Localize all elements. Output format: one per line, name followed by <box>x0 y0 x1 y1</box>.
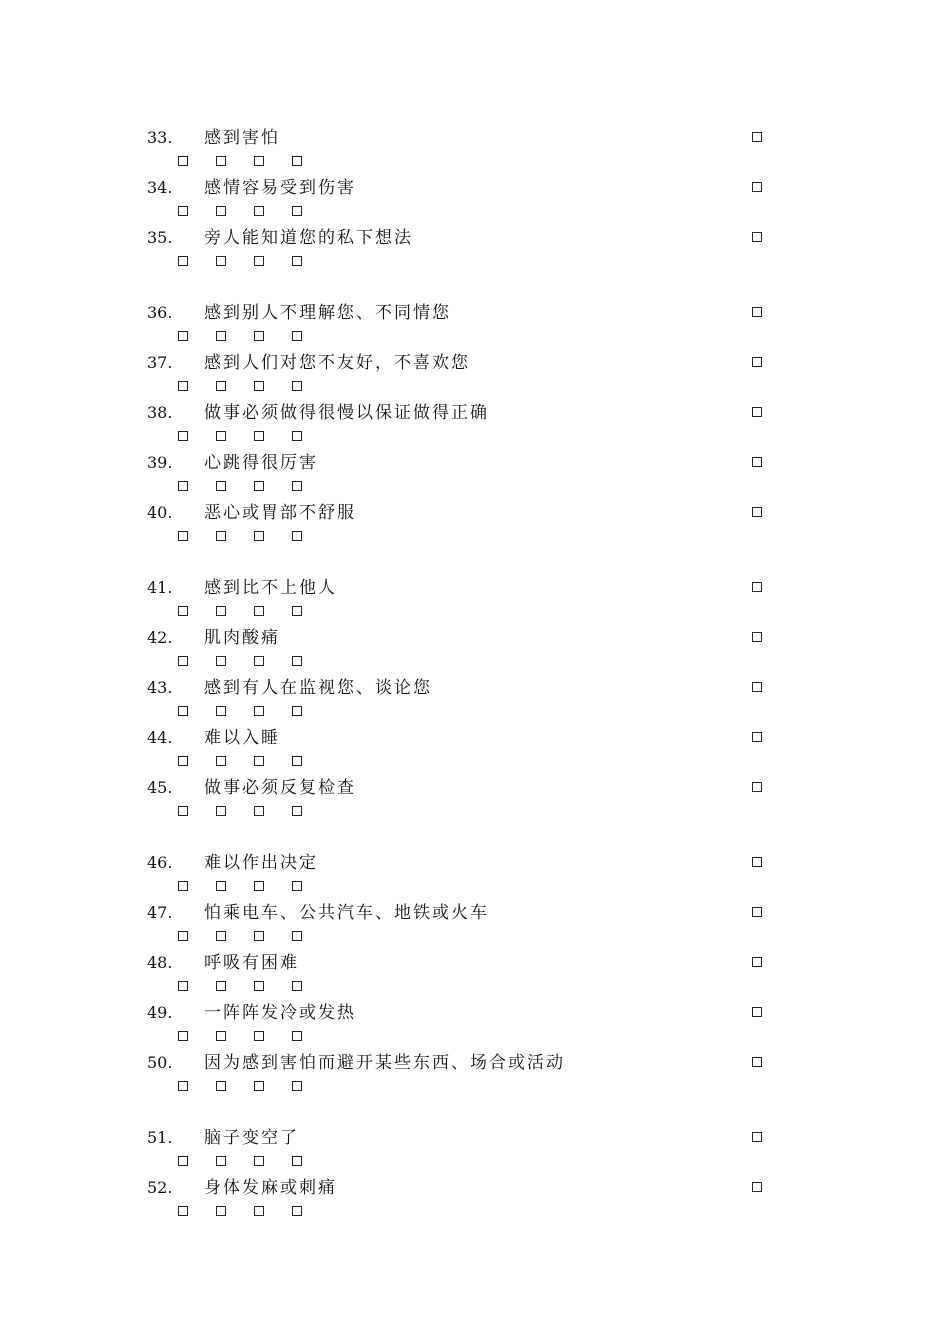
answer-checkbox[interactable] <box>752 507 762 517</box>
answer-checkbox[interactable] <box>216 706 226 716</box>
question-number: 40. <box>147 503 173 522</box>
answer-checkbox[interactable] <box>178 706 188 716</box>
answer-checkbox[interactable] <box>752 407 762 417</box>
question-row <box>0 228 950 278</box>
question-number: 33. <box>147 128 173 147</box>
question-row <box>0 853 950 903</box>
answer-checkbox[interactable] <box>752 682 762 692</box>
answer-checkbox[interactable] <box>216 381 226 391</box>
answer-checkbox[interactable] <box>254 656 264 666</box>
answer-checkbox[interactable] <box>178 256 188 266</box>
answer-checkbox[interactable] <box>216 606 226 616</box>
answer-checkbox[interactable] <box>752 732 762 742</box>
question-row <box>0 1128 950 1178</box>
answer-checkbox[interactable] <box>254 931 264 941</box>
answer-checkbox[interactable] <box>178 481 188 491</box>
question-group <box>0 1128 950 1228</box>
answer-checkbox[interactable] <box>292 1081 302 1091</box>
answer-checkbox[interactable] <box>254 1081 264 1091</box>
question-text: 难以入睡 <box>204 728 280 748</box>
answer-checkbox[interactable] <box>254 881 264 891</box>
answer-checkbox[interactable] <box>292 531 302 541</box>
question-text: 做事必须做得很慢以保证做得正确 <box>204 403 489 423</box>
answer-checkbox[interactable] <box>752 1057 762 1067</box>
answer-checkbox[interactable] <box>216 206 226 216</box>
answer-checkbox[interactable] <box>292 981 302 991</box>
answer-checkbox[interactable] <box>292 1031 302 1041</box>
answer-checkbox[interactable] <box>254 1031 264 1041</box>
answer-checkbox[interactable] <box>216 156 226 166</box>
question-row <box>0 1178 950 1228</box>
answer-checkbox[interactable] <box>752 1007 762 1017</box>
answer-checkbox[interactable] <box>216 431 226 441</box>
answer-checkbox[interactable] <box>254 256 264 266</box>
question-text: 脑子变空了 <box>204 1128 299 1148</box>
question-row <box>0 778 950 828</box>
answer-checkbox[interactable] <box>254 756 264 766</box>
answer-checkbox[interactable] <box>752 1182 762 1192</box>
question-text: 身体发麻或刺痛 <box>204 1178 337 1198</box>
answer-checkbox[interactable] <box>752 857 762 867</box>
question-text: 一阵阵发冷或发热 <box>204 1003 356 1023</box>
question-number: 37. <box>147 353 173 372</box>
question-number: 45. <box>147 778 173 797</box>
answer-checkbox[interactable] <box>752 307 762 317</box>
question-text: 恶心或胃部不舒服 <box>204 503 356 523</box>
question-row <box>0 678 950 728</box>
answer-checkbox[interactable] <box>752 232 762 242</box>
answer-checkbox[interactable] <box>216 531 226 541</box>
question-row <box>0 1003 950 1053</box>
answer-checkbox[interactable] <box>178 1031 188 1041</box>
answer-checkbox[interactable] <box>752 632 762 642</box>
question-text: 感到人们对您不友好，不喜欢您 <box>204 353 470 373</box>
answer-checkbox[interactable] <box>752 582 762 592</box>
question-row <box>0 403 950 453</box>
answer-checkbox[interactable] <box>178 931 188 941</box>
question-number: 47. <box>147 903 173 922</box>
answer-checkbox[interactable] <box>292 756 302 766</box>
question-number: 42. <box>147 628 173 647</box>
answer-checkbox[interactable] <box>254 206 264 216</box>
answer-checkbox[interactable] <box>216 1206 226 1216</box>
answer-checkbox[interactable] <box>292 606 302 616</box>
question-row <box>0 728 950 778</box>
question-number: 35. <box>147 228 173 247</box>
question-text: 做事必须反复检查 <box>204 778 356 798</box>
answer-checkbox[interactable] <box>216 1156 226 1166</box>
answer-checkbox[interactable] <box>254 156 264 166</box>
answer-checkbox[interactable] <box>178 756 188 766</box>
question-group <box>0 578 950 828</box>
question-number: 44. <box>147 728 173 747</box>
question-row <box>0 303 950 353</box>
question-number: 52. <box>147 1178 173 1197</box>
question-number: 39. <box>147 453 173 472</box>
answer-checkbox[interactable] <box>178 1206 188 1216</box>
answer-checkbox[interactable] <box>254 1156 264 1166</box>
answer-checkbox[interactable] <box>178 431 188 441</box>
question-row <box>0 453 950 503</box>
answer-checkbox[interactable] <box>178 156 188 166</box>
question-row <box>0 953 950 1003</box>
answer-checkbox[interactable] <box>216 1031 226 1041</box>
question-text: 感情容易受到伤害 <box>204 178 356 198</box>
answer-checkbox[interactable] <box>178 881 188 891</box>
question-text: 旁人能知道您的私下想法 <box>204 228 413 248</box>
answer-checkbox[interactable] <box>254 706 264 716</box>
answer-checkbox[interactable] <box>254 331 264 341</box>
answer-checkbox[interactable] <box>254 431 264 441</box>
question-text: 难以作出决定 <box>204 853 318 873</box>
answer-checkbox[interactable] <box>752 782 762 792</box>
answer-checkbox[interactable] <box>292 381 302 391</box>
answer-checkbox[interactable] <box>292 431 302 441</box>
question-group <box>0 853 950 1103</box>
answer-checkbox[interactable] <box>254 806 264 816</box>
answer-checkbox[interactable] <box>752 957 762 967</box>
question-row <box>0 903 950 953</box>
answer-checkbox[interactable] <box>216 756 226 766</box>
question-group <box>0 303 950 553</box>
answer-checkbox[interactable] <box>178 981 188 991</box>
answer-checkbox[interactable] <box>178 606 188 616</box>
question-number: 43. <box>147 678 173 697</box>
answer-checkbox[interactable] <box>292 331 302 341</box>
question-row <box>0 503 950 553</box>
question-number: 46. <box>147 853 173 872</box>
question-text: 感到害怕 <box>204 128 280 148</box>
answer-checkbox[interactable] <box>752 182 762 192</box>
questionnaire <box>0 128 950 1228</box>
answer-checkbox[interactable] <box>292 156 302 166</box>
question-text: 心跳得很厉害 <box>204 453 318 473</box>
answer-checkbox[interactable] <box>216 331 226 341</box>
answer-checkbox[interactable] <box>216 481 226 491</box>
answer-checkbox[interactable] <box>292 706 302 716</box>
answer-checkbox[interactable] <box>254 606 264 616</box>
answer-checkbox[interactable] <box>254 381 264 391</box>
answer-checkbox[interactable] <box>292 931 302 941</box>
answer-checkbox[interactable] <box>216 806 226 816</box>
question-text: 感到比不上他人 <box>204 578 337 598</box>
answer-checkbox[interactable] <box>752 907 762 917</box>
answer-checkbox[interactable] <box>178 656 188 666</box>
question-number: 50. <box>147 1053 173 1072</box>
answer-checkbox[interactable] <box>292 481 302 491</box>
answer-checkbox[interactable] <box>178 381 188 391</box>
answer-checkbox[interactable] <box>178 806 188 816</box>
answer-checkbox[interactable] <box>216 931 226 941</box>
answer-checkbox[interactable] <box>292 1156 302 1166</box>
question-number: 48. <box>147 953 173 972</box>
question-text: 感到有人在监视您、谈论您 <box>204 678 432 698</box>
answer-checkbox[interactable] <box>292 256 302 266</box>
answer-checkbox[interactable] <box>254 531 264 541</box>
answer-checkbox[interactable] <box>254 981 264 991</box>
question-row <box>0 628 950 678</box>
question-text: 怕乘电车、公共汽车、地铁或火车 <box>204 903 489 923</box>
answer-checkbox[interactable] <box>752 357 762 367</box>
question-number: 49. <box>147 1003 173 1022</box>
answer-checkbox[interactable] <box>178 331 188 341</box>
answer-checkbox[interactable] <box>216 256 226 266</box>
question-number: 51. <box>147 1128 173 1147</box>
answer-checkbox[interactable] <box>752 1132 762 1142</box>
answer-checkbox[interactable] <box>178 1156 188 1166</box>
answer-checkbox[interactable] <box>292 806 302 816</box>
answer-checkbox[interactable] <box>292 1206 302 1216</box>
answer-checkbox[interactable] <box>178 531 188 541</box>
question-row <box>0 128 950 178</box>
question-row <box>0 353 950 403</box>
answer-checkbox[interactable] <box>254 1206 264 1216</box>
question-text: 因为感到害怕而避开某些东西、场合或活动 <box>204 1053 565 1073</box>
question-number: 36. <box>147 303 173 322</box>
question-text: 肌肉酸痛 <box>204 628 280 648</box>
question-text: 呼吸有困难 <box>204 953 299 973</box>
answer-checkbox[interactable] <box>254 481 264 491</box>
question-number: 38. <box>147 403 173 422</box>
answer-checkbox[interactable] <box>216 1081 226 1091</box>
answer-checkbox[interactable] <box>178 1081 188 1091</box>
question-group <box>0 128 950 278</box>
answer-checkbox[interactable] <box>292 206 302 216</box>
answer-checkbox[interactable] <box>216 981 226 991</box>
question-row <box>0 1053 950 1103</box>
answer-checkbox[interactable] <box>752 457 762 467</box>
question-row <box>0 178 950 228</box>
question-number: 34. <box>147 178 173 197</box>
question-text: 感到别人不理解您、不同情您 <box>204 303 451 323</box>
answer-checkbox[interactable] <box>292 656 302 666</box>
answer-checkbox[interactable] <box>752 132 762 142</box>
answer-checkbox[interactable] <box>292 881 302 891</box>
question-number: 41. <box>147 578 173 597</box>
answer-checkbox[interactable] <box>216 881 226 891</box>
answer-checkbox[interactable] <box>178 206 188 216</box>
answer-checkbox[interactable] <box>216 656 226 666</box>
question-row <box>0 578 950 628</box>
